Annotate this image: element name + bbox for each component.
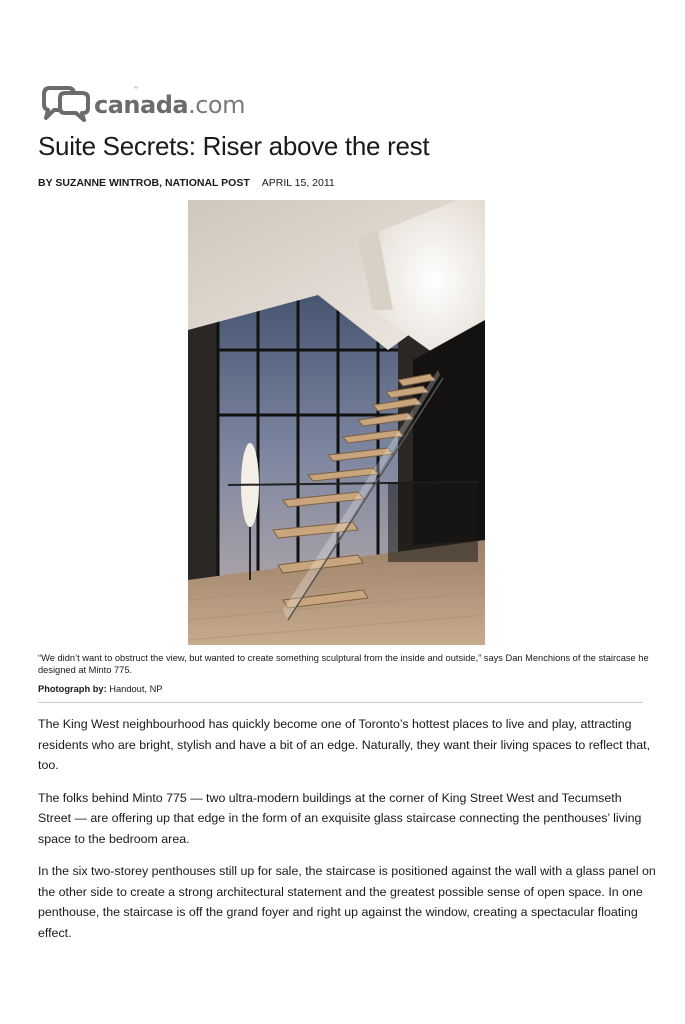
canada-com-logo[interactable]: [38, 84, 268, 124]
article-paragraph: The folks behind Minto 775 — two ultra-modern buildings at the corner of King Street West and Tecumseth Street — are offering up that edge in the form of an exquisite glass staircase connecting the penthouses’ living space to the bedroom area.: [38, 790, 642, 846]
byline-date: APRIL 15, 2011: [261, 177, 335, 189]
article-paragraph: The King West neighbourhood has quickly become one of Toronto’s hottest places to live and play, attracting residents who are bright, stylish and have a bit of an edge. Naturally, they want their living spaces to reflect that, too.: [38, 717, 651, 772]
article-body: [38, 714, 658, 955]
logo-trademark: ™: [133, 86, 138, 92]
byline-author: BY SUZANNE WINTROB, NATIONAL POST: [38, 177, 250, 189]
photo-caption: “We didn’t want to obstruct the view, but wanted to create something sculptural from the inside and outside,” says Dan Menchions of the staircase he designed at Minto 775.: [38, 653, 649, 675]
photo-credit-label: Photograph by:: [38, 684, 107, 694]
byline: [38, 177, 335, 189]
article-paragraph: In the six two-storey penthouses still up for sale, the staircase is positioned against the wall with a glass panel on the other side to create a strong architectural statement and the greatest possible sense of open space. In one penthouse, the staircase is off the grand foyer and right up against the window, creating a spectacular floating effect.: [38, 864, 656, 940]
staircase-illustration: [188, 200, 485, 645]
logo-wordmark: [94, 91, 245, 119]
article-title: Suite Secrets: Riser above the rest: [38, 131, 430, 161]
logo-suffix: .com: [188, 91, 245, 119]
divider: [38, 702, 643, 703]
photo-credit: [38, 684, 163, 694]
staircase-photo: [188, 200, 485, 645]
logo-brand: canada: [94, 91, 189, 119]
speech-bubbles-icon: [38, 84, 92, 124]
photo-credit-value: Handout, NP: [109, 684, 163, 694]
